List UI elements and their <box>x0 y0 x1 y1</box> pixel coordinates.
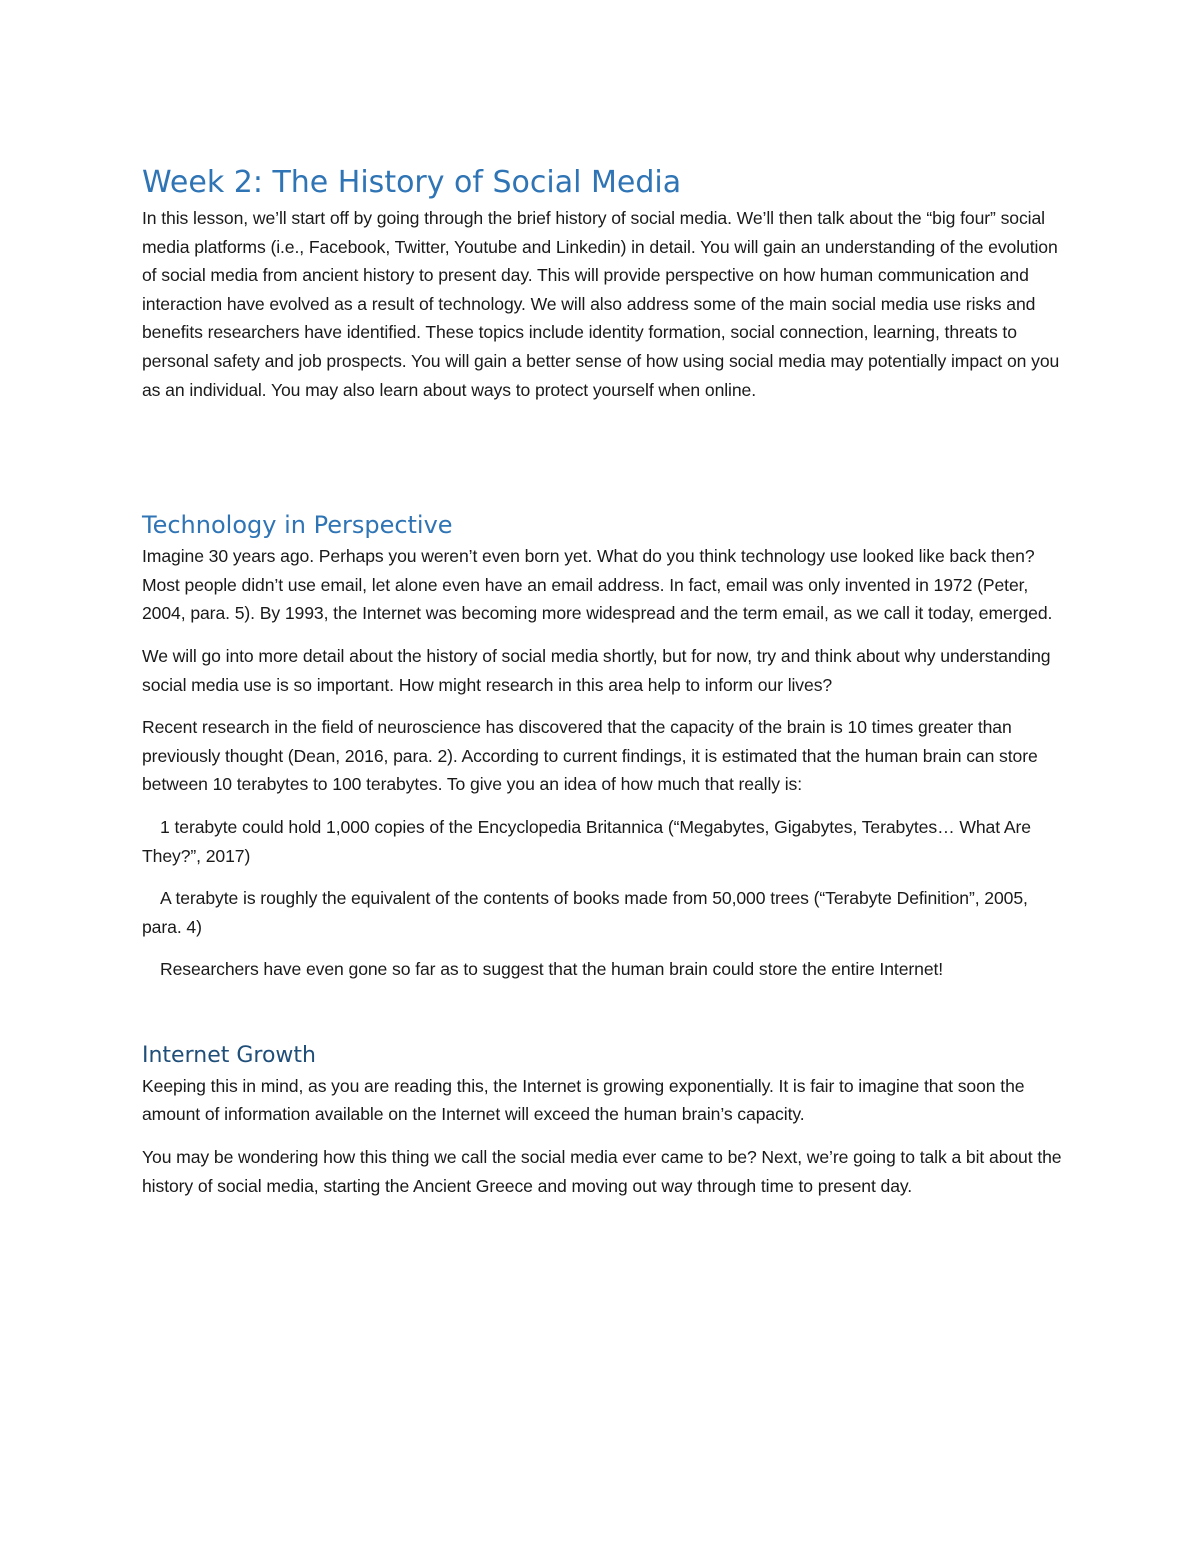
section-heading-technology-in-perspective: Technology in Perspective <box>142 511 453 540</box>
intro-paragraph: In this lesson, we’ll start off by going through the brief history of social media. We’ll then talk about the “big four” social media platforms (i.e., Facebook, Twitter, Youtube and Linkedin) in detail. You will gain an understanding of the evolution of social media from ancient history to present day. This will provide perspective on how human communication and interaction have evolved as a result of technology. We will also address some of the main social media use risks and benefits researchers have identified. These topics include identity formation, social connection, learning, threats to personal safety and job prospects. You will gain a better sense of how using social media may potentially impact on you as an individual. You may also learn about ways to protect yourself when online. <box>142 208 1060 400</box>
document-content <box>142 164 1062 1214</box>
paragraph: Recent research in the field of neuroscience has discovered that the capacity of the brain is 10 times greater than previously thought (Dean, 2016, para. 2). According to current findings, it is estimated that the human brain can store between 10 terabytes to 100 terabytes. To give you an idea of how much that really is: <box>142 717 1038 795</box>
spacer <box>142 998 1062 1042</box>
paragraph: We will go into more detail about the history of social media shortly, but for now, try and think about why understanding social media use is so important. How might research in this area help to inform our lives? <box>142 645 1051 695</box>
list-item: Researchers have even gone so far as to suggest that the human brain could store the entire Internet! <box>160 959 944 980</box>
paragraph: You may be wondering how this thing we call the social media ever came to be? Next, we’re going to talk a bit about the history of social media, starting the Ancient Greece and moving out way through time to present day. <box>142 1147 1062 1196</box>
list-item: 1 terabyte could hold 1,000 copies of the Encyclopedia Britannica (“Megabytes, Gigabytes, Terabytes… What Are They?”, 2017) <box>142 816 1031 866</box>
paragraph: Keeping this in mind, as you are reading this, the Internet is growing exponentially. It is fair to imagine that soon the amount of information available on the Internet will exceed the human brain’s capacity. <box>142 1075 1025 1125</box>
paragraph: Imagine 30 years ago. Perhaps you weren’t even born yet. What do you think technology use looked like back then? Most people didn’t use email, let alone even have an email address. In fact, email was only invented in 1972 (Peter, 2004, para. 5). By 1993, the Internet was becoming more widespread and the term email, as we call it today, emerged. <box>142 546 1053 624</box>
page-title: Week 2: The History of Social Media <box>142 165 682 200</box>
spacer <box>142 418 1062 510</box>
section-heading-internet-growth: Internet Growth <box>142 1042 316 1068</box>
list-item: A terabyte is roughly the equivalent of the contents of books made from 50,000 trees (“Terabyte Definition”, 2005, para. 4) <box>142 888 1028 937</box>
